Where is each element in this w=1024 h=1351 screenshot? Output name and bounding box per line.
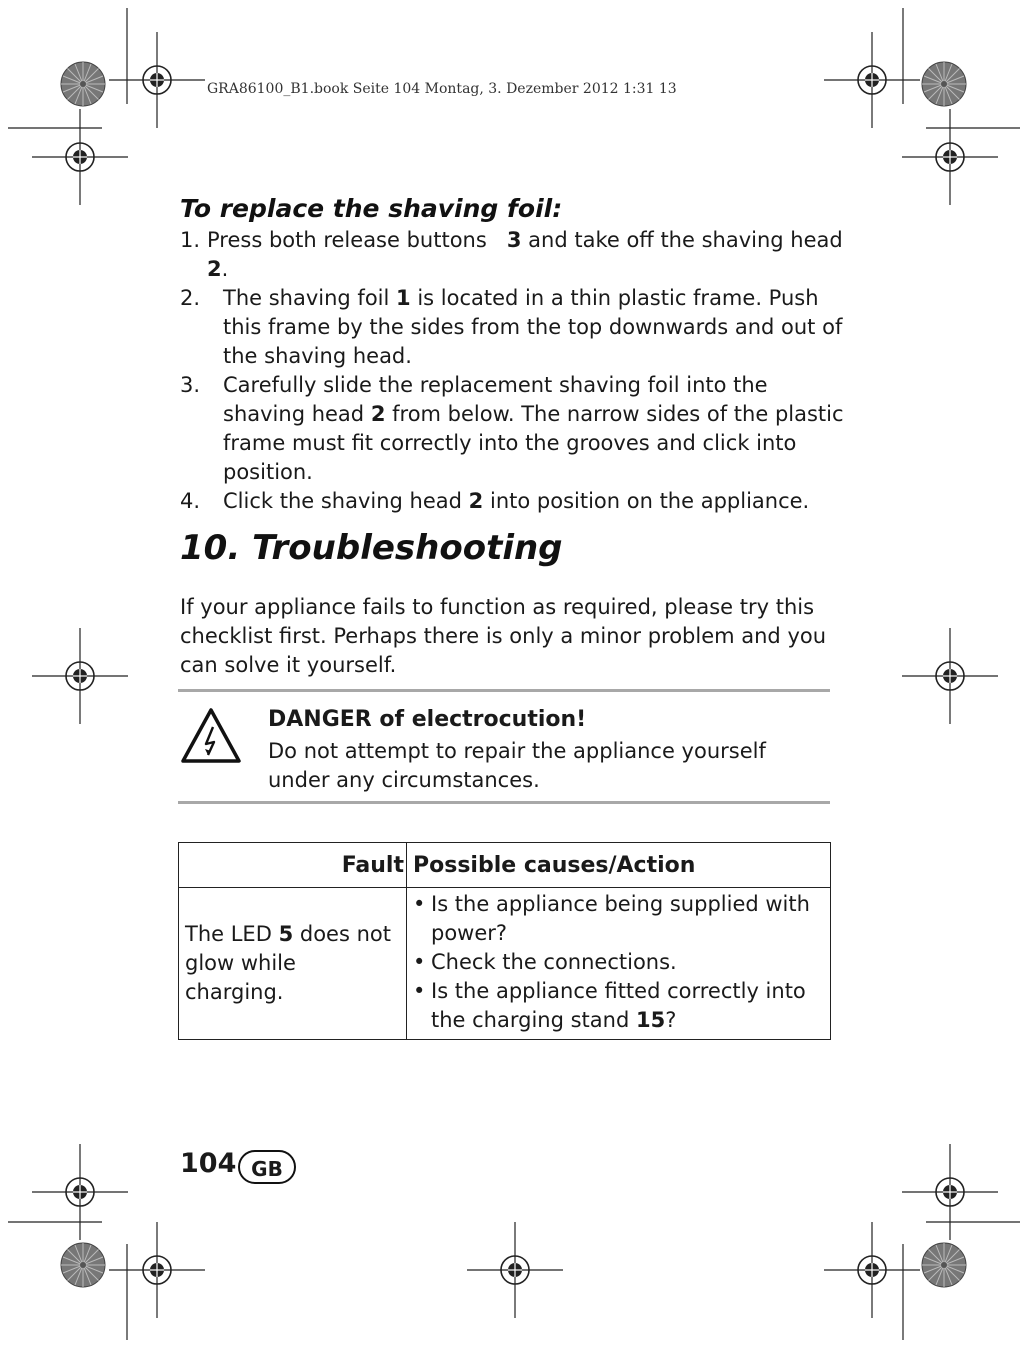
table-row bbox=[179, 888, 831, 1040]
part-ref: 5 bbox=[278, 922, 294, 946]
print-header: GRA86100_B1.book Seite 104 Montag, 3. Dezember 2012 1:31 13 bbox=[207, 81, 677, 97]
troubleshooting-table bbox=[178, 842, 831, 1040]
list-item: • Is the appliance fitted correctly into the charging stand 15? bbox=[413, 979, 806, 1032]
bullet-icon: • bbox=[413, 892, 426, 916]
list-item: • Is the appliance being supplied with power? bbox=[413, 892, 810, 945]
part-ref: 15 bbox=[635, 1008, 666, 1032]
divider-bottom bbox=[178, 801, 830, 804]
step-4: 4. Click the shaving head 2 into position on the appliance. bbox=[180, 489, 810, 513]
page-number: 104 bbox=[180, 1148, 237, 1179]
bullet-icon: • bbox=[413, 979, 426, 1003]
step-1: 1. Press both release buttons 3 and take off the shaving head 2. bbox=[180, 228, 843, 281]
part-ref: 2 bbox=[370, 402, 386, 426]
list-item: • Check the connections. bbox=[413, 948, 826, 977]
replace-foil-steps bbox=[180, 226, 850, 516]
section-title: 10. Troubleshooting bbox=[180, 528, 563, 568]
electric-hazard-warning-icon bbox=[180, 707, 242, 765]
column-header-fault: Fault bbox=[179, 843, 407, 888]
part-ref: 3 bbox=[506, 228, 522, 252]
step-2: 2. The shaving foil 1 is located in a thin plastic frame. Push this frame by the sides from the top downwards and out of the shaving head. bbox=[180, 286, 843, 368]
part-ref: 1 bbox=[396, 286, 411, 310]
table-header-row bbox=[179, 843, 831, 888]
step-3: 3. Carefully slide the replacement shaving foil into the shaving head 2 from below. The narrow sides of the plastic frame must fit correctly into the grooves and click into position. bbox=[180, 373, 844, 484]
action-cell bbox=[407, 888, 831, 1040]
subsection-title: To replace the shaving foil: bbox=[180, 194, 563, 223]
part-ref: 2 bbox=[468, 489, 484, 513]
section-intro: If your appliance fails to function as required, please try this checklist first. Perhaps there is only a minor problem and you can solve it yourself. bbox=[180, 595, 827, 677]
language-badge: GB bbox=[238, 1150, 296, 1184]
danger-title: DANGER of electrocution! bbox=[268, 707, 587, 732]
column-header-action: Possible causes/Action bbox=[407, 843, 831, 888]
bullet-icon: • bbox=[413, 950, 426, 974]
divider-top bbox=[178, 689, 830, 692]
danger-text: Do not attempt to repair the appliance yourself under any circumstances. bbox=[268, 739, 766, 792]
part-ref: 2 bbox=[207, 257, 222, 281]
fault-cell: The LED 5 does not glow while charging. bbox=[179, 888, 407, 1040]
